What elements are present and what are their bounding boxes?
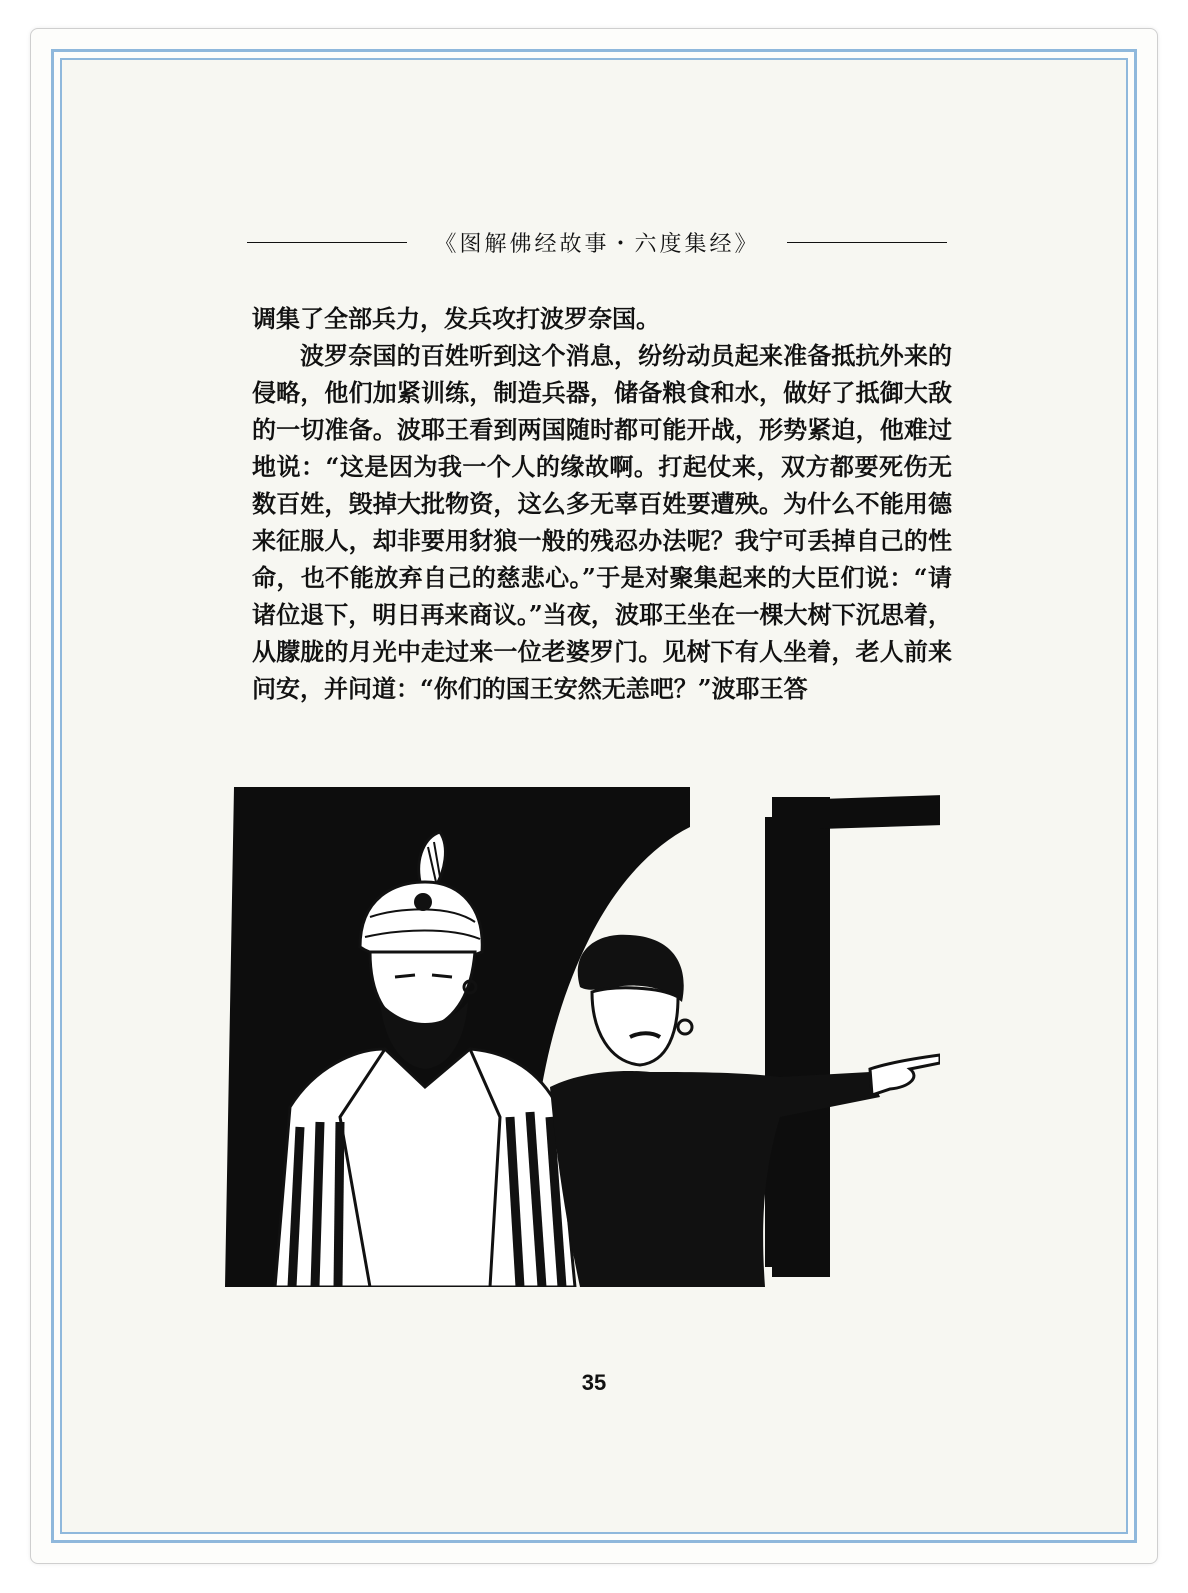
brahmin-figure [550,935,940,1287]
page-number: 35 [581,1370,607,1395]
running-head [247,222,947,262]
paragraph-1: 调集了全部兵力，发兵攻打波罗奈国。 [252,304,660,333]
paragraph-2: 波罗奈国的百姓听到这个消息，纷纷动员起来准备抵抗外来的侵略，他们加紧训练，制造兵器，储备粮食和水，做好了抵御大敌的一切准备。波耶王看到两国随时都可能开战，形势紧迫，他难过地说：“这是因为我一个人的缘故啊。打起仗来，双方都要死伤无数百姓，毁掉大批物资，这么多无辜百姓要遭殃。为什么不能用德来征服人，却非要用豺狼一般的残忍办法呢？我宁可丢掉自己的性命，也不能放弃自己的慈悲心。”于是对聚集起来的大臣们说：“请诸位退下，明日再来商议。”当夜，波耶王坐在一棵大树下沉思着，从朦胧的月光中走过来一位老婆罗门。见树下有人坐着，老人前来问安，并问道：“你们的国王安然无恙吧？”波耶王答 [252,341,952,703]
running-head-title: 《图解佛经故事・六度集经》 [434,231,760,257]
running-head-rule-left [247,242,407,243]
illustration [220,787,940,1287]
page-frame-inner [60,58,1128,1534]
page-card [30,28,1158,1564]
running-head-rule-right [787,242,947,243]
body-text [252,300,952,707]
page-frame-outer [51,49,1137,1543]
